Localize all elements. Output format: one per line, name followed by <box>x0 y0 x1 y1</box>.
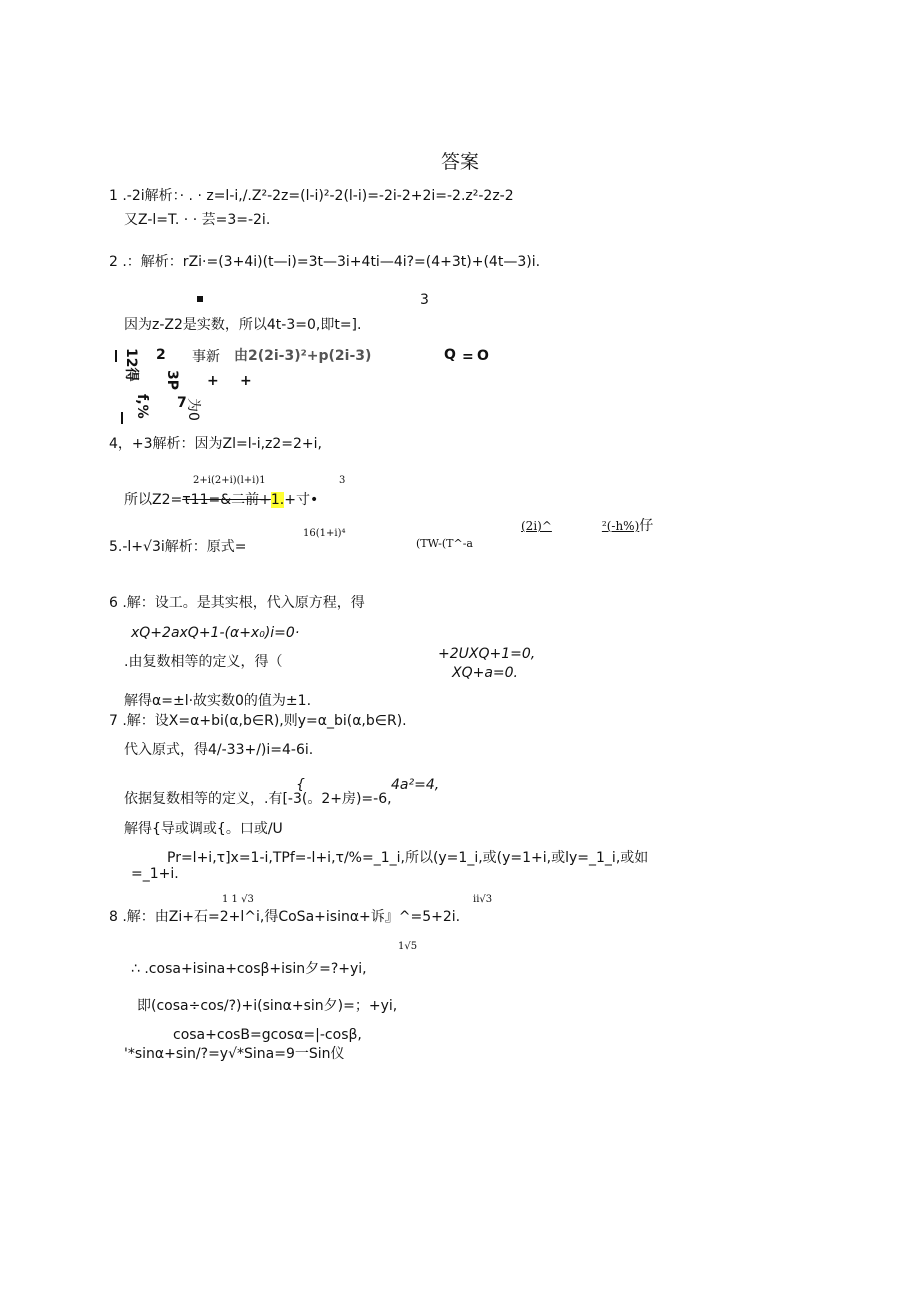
answer-1-line-2: 又Z-l=T. · · 芸=3=-2i. <box>124 212 271 228</box>
answer-3-fragment: 为0 <box>185 398 201 421</box>
answer-5-text: ²(-h%) <box>601 519 640 533</box>
answer-6-system-2: XQ+a=0. <box>452 665 519 681</box>
answer-4-line-2 <box>124 491 318 509</box>
square-bullet <box>197 296 203 302</box>
answer-5-line-1: 5.-l+√3i解析：原式= <box>109 539 247 555</box>
answer-4-superscript: 3 <box>339 475 346 486</box>
answer-3-fragment: + <box>240 373 252 389</box>
answer-2-line-2: 因为z-Z2是实数，所以4t-3=0,即t=]. <box>124 317 362 333</box>
answer-8-line-4: cosa+cosB=gcosα=|-cosβ, <box>173 1027 362 1043</box>
answer-6-line-1: 6 .解：设工。是其实根，代入原方程，得 <box>109 595 365 611</box>
answer-3-fragment: 2 <box>156 347 166 363</box>
answer-5-fragment: (TW-(T^-a <box>416 537 473 550</box>
answer-2-note: 3 <box>420 292 429 308</box>
answer-3-fragment: 12得 <box>123 348 139 382</box>
answer-8-line-3: 即(cosa÷cos/?)+i(sinα+sin夕)=；+yi, <box>137 998 398 1014</box>
answer-5-text: 仔 <box>639 518 654 534</box>
vertical-mark <box>115 350 117 362</box>
answer-3-fragment: = <box>462 349 474 365</box>
answer-4-text: τ11=&二前+ <box>182 492 271 508</box>
answer-7-line-3: 依据复数相等的定义，.有[-3(。2+房)=-6, <box>124 791 392 807</box>
answer-3-fragment: 3P <box>164 370 180 391</box>
answer-8-superscript: 1√5 <box>398 941 418 952</box>
answer-7-line-1: 7 .解：设X=α+bi(α,b∈R),则y=α_bi(α,b∈R). <box>109 713 407 729</box>
answer-8-line-1: 8 .解：由Zi+石=2+l^i,得CoSa+isinα+诉』^=5+2i. <box>109 909 461 925</box>
answer-6-system-1: +2UXQ+1=0, <box>438 646 536 662</box>
answer-3-fragment: + <box>207 373 219 389</box>
answer-3-fragment: O <box>477 348 489 364</box>
answer-8-line-5: '*sinα+sin/?=y√*Sina=9一Sin仪 <box>124 1046 345 1062</box>
answer-7-line-4: 解得{导或调或{。口或/U <box>124 821 283 837</box>
page-title: 答案 <box>441 151 480 173</box>
vertical-mark <box>121 412 123 424</box>
answer-4-text: 所以Z2= <box>124 492 183 508</box>
answer-8-line-2: ∴ .cosa+isina+cosβ+isin夕=?+yi, <box>131 961 367 977</box>
answer-7-line-2: 代入原式，得4/-33+/)i=4-6i. <box>124 742 314 758</box>
answer-5-superscript: 16(1+i)⁴ <box>303 528 346 539</box>
answer-3-fragment: f,% <box>134 394 150 419</box>
answer-7-brace: { <box>296 777 305 793</box>
answer-8-superscript: ii√3 <box>473 894 493 905</box>
answer-4-line-1: 4，+3解析：因为Zl=l-i,z2=2+i, <box>109 436 323 452</box>
answer-3-fragment: 事新 <box>192 349 220 365</box>
answer-1-line-1: 1 .-2i解析：· . · z=l-i,/.Z²-2z=(l-i)²-2(l-i)=-2i-2+2i=-2.z²-2z-2 <box>109 188 514 204</box>
answer-3-fragment: 7 <box>177 395 187 411</box>
answer-7-line-6: =_1+i. <box>131 866 179 882</box>
answer-4-superscript: 2+i(2+i)(l+i)1 <box>193 475 266 486</box>
answer-7-line-5: Pr=l+i,τ]x=1-i,TPf=-l+i,τ/%=_1_i,所以(y=1_i,或(y=1+i,或ly=_1_i,或如 <box>167 850 649 866</box>
answer-6-line-3: .由复数相等的定义，得（ <box>124 654 283 670</box>
answer-3-equation: 由2(2i-3)²+p(2i-3) <box>234 348 372 364</box>
highlighted-text: 1. <box>270 492 285 508</box>
answer-2-line-1: 2 .：解析：rZi·=(3+4i)(t—i)=3t—3i+4ti—4i?=(4+3t)+(4t—3)i. <box>109 254 541 270</box>
answer-7-system-1: 4a²=4, <box>391 777 440 793</box>
answer-4-text: +寸• <box>284 492 319 508</box>
answer-6-line-2: xQ+2axQ+1-(α+x₀)i=0· <box>131 625 300 641</box>
answer-5-fraction-top <box>521 517 653 535</box>
answer-6-line-4: 解得α=±l·故实数0的值为±1. <box>124 693 312 709</box>
answer-5-text: (2i)^ <box>521 519 552 533</box>
answer-3-fragment: Q <box>444 347 456 363</box>
answer-8-superscript: 1 1 √3 <box>222 894 254 905</box>
